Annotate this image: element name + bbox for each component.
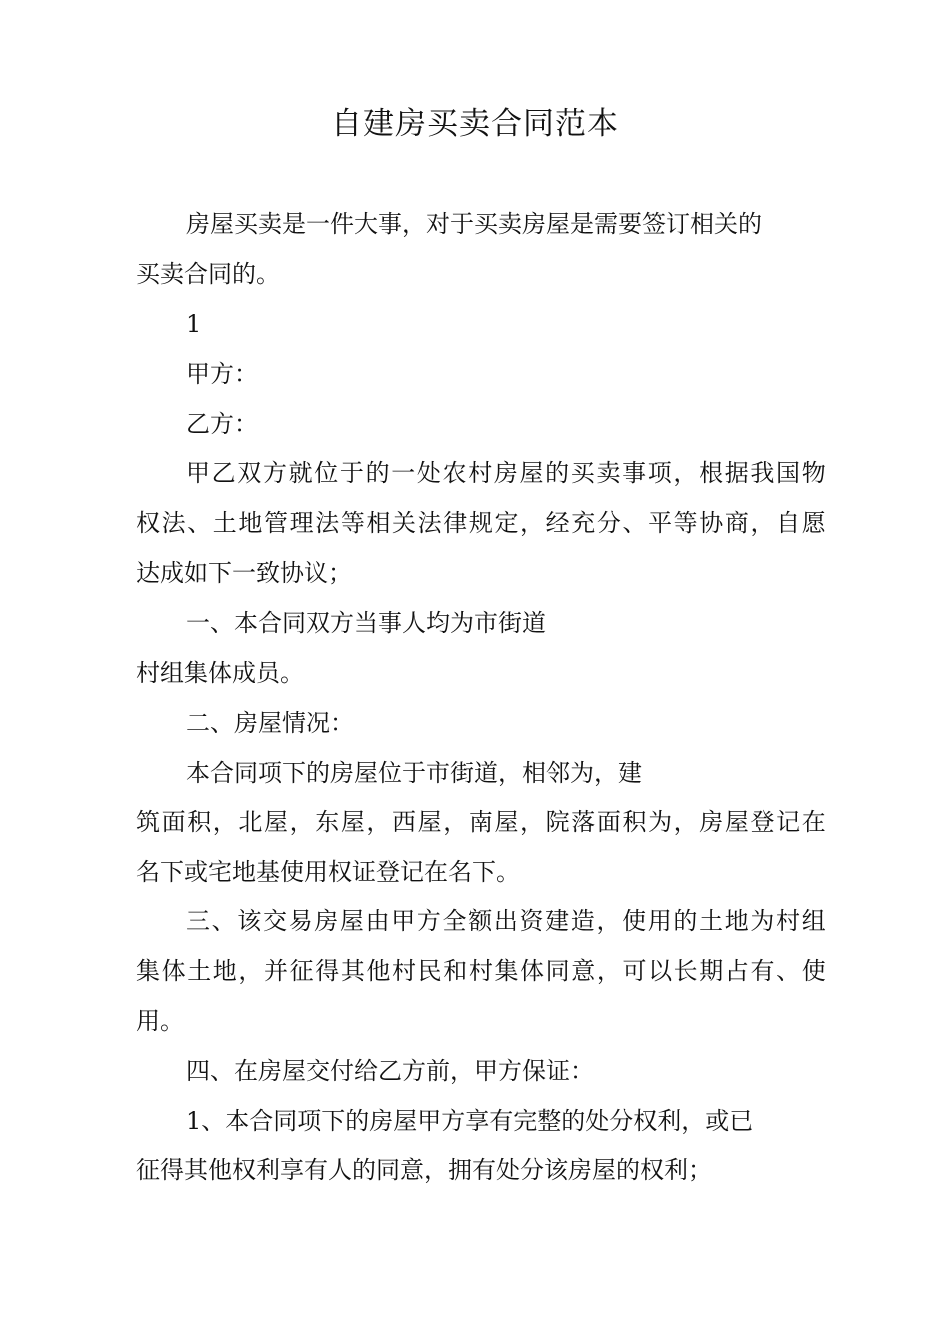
document-title: 自建房买卖合同范本 — [331, 106, 619, 142]
clause-1-line-1: 一、本合同双方当事人均为市街道 — [186, 609, 546, 637]
paragraph-intro-line-1: 房屋买卖是一件大事，对于买卖房屋是需要签订相关的 — [186, 210, 762, 238]
party-a-label: 甲方： — [186, 360, 258, 388]
agreement-paragraph-line-3: 达成如下一致协议； — [136, 559, 352, 587]
clause-2-line-2: 筑面积，北屋，东屋，西屋，南屋，院落面积为，房屋登记在 — [136, 808, 826, 836]
clause-4-item-1-line-1: 1、本合同项下的房屋甲方享有完整的处分权利，或已 — [186, 1107, 754, 1135]
clause-3-line-1: 三、该交易房屋由甲方全额出资建造，使用的土地为村组 — [186, 907, 826, 935]
party-b-label: 乙方： — [186, 410, 258, 438]
clause-3-line-2: 集体土地，并征得其他村民和村集体同意，可以长期占有、使 — [136, 957, 826, 985]
clause-4-heading: 四、在房屋交付给乙方前，甲方保证： — [186, 1057, 594, 1085]
clause-3-line-3: 用。 — [136, 1007, 184, 1035]
section-number: 1 — [186, 310, 202, 338]
paragraph-intro-line-2: 买卖合同的。 — [136, 260, 280, 288]
agreement-paragraph-line-2: 权法、土地管理法等相关法律规定，经充分、平等协商，自愿 — [136, 509, 826, 537]
clause-2-line-1: 本合同项下的房屋位于市街道，相邻为，建 — [186, 759, 642, 787]
clause-2-heading: 二、房屋情况： — [186, 709, 354, 737]
clause-2-line-3: 名下或宅地基使用权证登记在名下。 — [136, 858, 520, 886]
clause-4-item-1-line-2: 征得其他权利享有人的同意，拥有处分该房屋的权利； — [136, 1156, 712, 1184]
agreement-paragraph-line-1: 甲乙双方就位于的一处农村房屋的买卖事项，根据我国物 — [186, 459, 826, 487]
clause-1-line-2: 村组集体成员。 — [136, 659, 304, 687]
